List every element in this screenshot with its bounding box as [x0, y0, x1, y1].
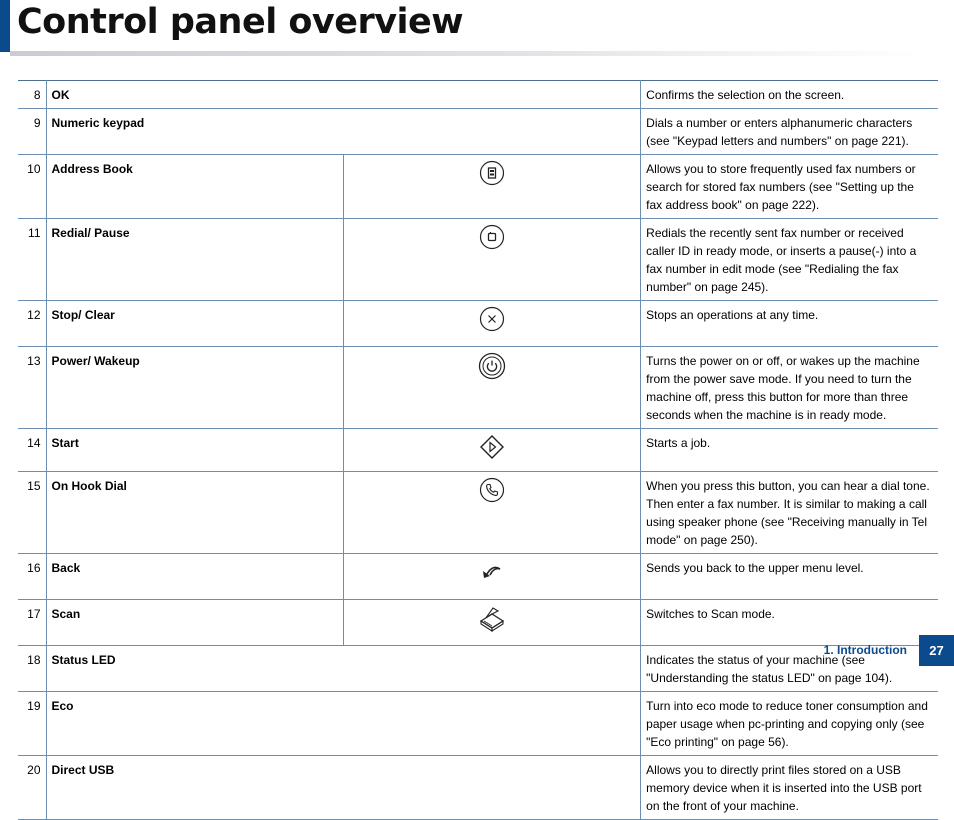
row-description: Allows you to directly print files stored on a USB memory device when it is inserted into the USB port on the front of your machine. — [641, 756, 938, 820]
header-accent-bar — [0, 0, 10, 52]
table-row — [18, 155, 938, 219]
row-name: On Hook Dial — [46, 472, 343, 554]
page-number: 27 — [919, 635, 954, 666]
row-name: Power/ Wakeup — [46, 347, 343, 429]
row-number: 8 — [18, 81, 46, 109]
table-row — [18, 429, 938, 472]
table-row — [18, 109, 938, 155]
row-name: Direct USB — [46, 756, 641, 820]
row-icon-cell — [343, 301, 640, 347]
control-panel-table — [18, 80, 938, 820]
row-number: 10 — [18, 155, 46, 219]
row-description: Turn into eco mode to reduce toner consumption and paper usage when pc-printing and copying only (see "Eco printing" on page 56). — [641, 692, 938, 756]
row-description: Allows you to store frequently used fax numbers or search for stored fax numbers (see "Setting up the fax address book" on page 222). — [641, 155, 938, 219]
table-row — [18, 554, 938, 600]
title-underline — [10, 51, 920, 56]
power-icon — [478, 352, 506, 380]
row-name: Eco — [46, 692, 641, 756]
table-row — [18, 756, 938, 820]
stop-clear-icon — [479, 306, 505, 332]
row-name: Start — [46, 429, 343, 472]
footer-section-label: 1. Introduction — [823, 643, 907, 657]
row-number: 13 — [18, 347, 46, 429]
row-number: 11 — [18, 219, 46, 301]
row-icon-cell — [343, 600, 640, 646]
row-description: Confirms the selection on the screen. — [641, 81, 938, 109]
row-icon-cell — [343, 347, 640, 429]
page-title: Control panel overview — [17, 2, 464, 42]
row-description: Turns the power on or off, or wakes up the machine from the power save mode. If you need to turn the machine off, press this button for more than three seconds when the machine is in ready mode. — [641, 347, 938, 429]
row-name: Address Book — [46, 155, 343, 219]
row-name: Status LED — [46, 646, 641, 692]
table-row — [18, 472, 938, 554]
table-row — [18, 646, 938, 692]
row-description: Stops an operations at any time. — [641, 301, 938, 347]
row-icon-cell — [343, 554, 640, 600]
row-number: 14 — [18, 429, 46, 472]
row-name: Redial/ Pause — [46, 219, 343, 301]
row-name: OK — [46, 81, 641, 109]
table-row — [18, 600, 938, 646]
row-description: When you press this button, you can hear a dial tone. Then enter a fax number. It is similar to making a call using speaker phone (see "Receiving manually in Tel mode" on page 250). — [641, 472, 938, 554]
back-arrow-icon — [479, 559, 505, 581]
row-description: Dials a number or enters alphanumeric characters (see "Keypad letters and numbers" on page 221). — [641, 109, 938, 155]
start-icon — [479, 434, 505, 460]
row-number: 17 — [18, 600, 46, 646]
table-row — [18, 219, 938, 301]
row-description: Switches to Scan mode. — [641, 600, 938, 646]
table-row — [18, 692, 938, 756]
row-number: 16 — [18, 554, 46, 600]
row-number: 18 — [18, 646, 46, 692]
row-number: 20 — [18, 756, 46, 820]
row-name: Back — [46, 554, 343, 600]
row-icon-cell — [343, 472, 640, 554]
row-description: Starts a job. — [641, 429, 938, 472]
row-name: Stop/ Clear — [46, 301, 343, 347]
row-number: 9 — [18, 109, 46, 155]
table-row — [18, 81, 938, 109]
row-icon-cell — [343, 155, 640, 219]
row-name: Numeric keypad — [46, 109, 641, 155]
row-icon-cell — [343, 219, 640, 301]
row-description: Sends you back to the upper menu level. — [641, 554, 938, 600]
address-book-icon — [479, 160, 505, 186]
row-icon-cell — [343, 429, 640, 472]
phone-icon — [479, 477, 505, 503]
row-number: 12 — [18, 301, 46, 347]
row-number: 19 — [18, 692, 46, 756]
scanner-icon — [478, 605, 506, 633]
redial-pause-icon — [479, 224, 505, 250]
row-description: Indicates the status of your machine (see "Understanding the status LED" on page 104). — [641, 646, 938, 692]
table-row — [18, 301, 938, 347]
row-number: 15 — [18, 472, 46, 554]
table-row — [18, 347, 938, 429]
row-description: Redials the recently sent fax number or received caller ID in ready mode, or inserts a pause(-) into a fax number in edit mode (see "Redialing the fax number" on page 245). — [641, 219, 938, 301]
row-name: Scan — [46, 600, 343, 646]
